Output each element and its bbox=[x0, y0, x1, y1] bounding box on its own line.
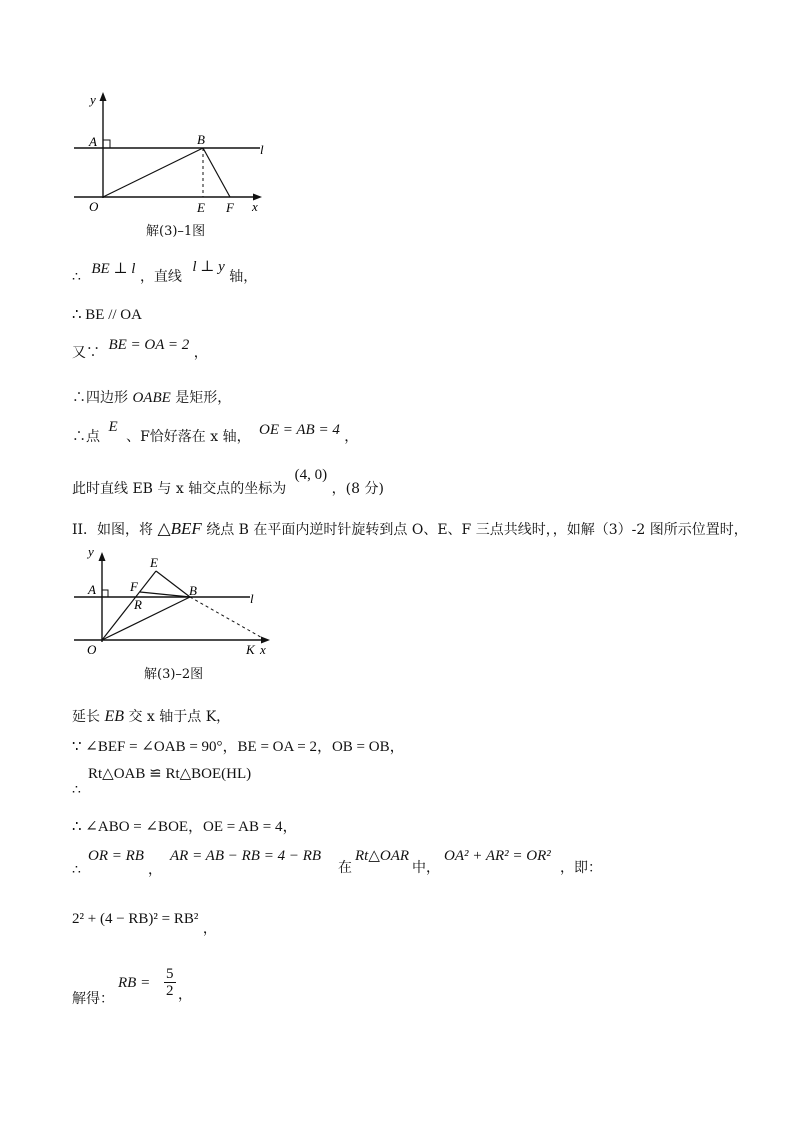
math-triangle-bef: △BEF bbox=[157, 519, 202, 538]
right-angle-mark bbox=[103, 140, 110, 148]
line-extend-eb bbox=[72, 708, 230, 726]
text-score: ，(8 分) bbox=[331, 481, 384, 497]
math-l-perp-y: l ⊥ y bbox=[192, 259, 225, 275]
segment-OB bbox=[102, 597, 190, 640]
math-be-perp-l: BE ⊥ l bbox=[91, 261, 136, 277]
text-point: ∴点 bbox=[72, 429, 100, 445]
math-oabe: OABE bbox=[132, 390, 171, 406]
label-A: A bbox=[89, 134, 97, 149]
text-part-2: II．如图，将 bbox=[72, 522, 154, 538]
label-B: B bbox=[197, 132, 205, 147]
math-congruent: Rt△OAB ≌ Rt△BOE(HL) bbox=[88, 766, 252, 782]
label-F: F bbox=[130, 579, 138, 594]
label-O: O bbox=[87, 642, 97, 657]
text-comma: ， bbox=[148, 862, 162, 878]
label-R: R bbox=[134, 597, 142, 612]
math-oa-ar-or: OA² + AR² = OR² bbox=[444, 848, 551, 864]
fraction-denominator: 2 bbox=[166, 983, 174, 999]
label-O: O bbox=[89, 199, 99, 214]
line-5 bbox=[72, 419, 359, 446]
text-intersection: 此时直线 EB 与 x 轴交点的坐标为 bbox=[72, 481, 287, 497]
right-angle-mark bbox=[102, 590, 108, 597]
label-x: x bbox=[252, 199, 258, 214]
text-is-rectangle: 是矩形， bbox=[175, 390, 232, 406]
therefore-symbol: ∴ bbox=[72, 782, 81, 798]
math-ar-expr: AR = AB − RB = 4 − RB bbox=[170, 848, 322, 864]
segment-BF bbox=[203, 148, 230, 197]
math-be-oa-2: BE = OA = 2 bbox=[108, 337, 190, 353]
math-be-parallel-oa: ∴ BE // OA bbox=[72, 307, 142, 323]
text-rotation: 绕点 B 在平面内逆时针旋转到点 O、E、F 三点共线时，，如解（3）-2 图所示位置时， bbox=[206, 522, 748, 538]
line-equation bbox=[72, 910, 217, 937]
label-K: K bbox=[246, 642, 255, 657]
line-abo-boe bbox=[72, 818, 297, 836]
label-E: E bbox=[197, 200, 205, 215]
text-intersect-k: 交 x 轴于点 K， bbox=[128, 709, 231, 725]
line-6 bbox=[72, 467, 384, 498]
segment-FB bbox=[140, 592, 190, 597]
line-pythagoras bbox=[72, 845, 772, 881]
text-comma: ， bbox=[193, 345, 208, 361]
math-angles-equal: ∵ ∠BEF = ∠OAB = 90°，BE = OA = 2，OB = OB， bbox=[72, 739, 405, 755]
figure-1 bbox=[60, 88, 280, 223]
text-solve: 解得： bbox=[72, 991, 114, 1007]
figure-1-caption: 解(3)–1图 bbox=[146, 224, 206, 239]
math-oe-ab-4: OE = AB = 4 bbox=[259, 422, 340, 438]
text-extend: 延长 bbox=[72, 709, 100, 725]
text-comma-line: ，直线 bbox=[139, 269, 182, 285]
text-comma: ， bbox=[178, 987, 192, 1003]
math-abo-boe: ∴ ∠ABO = ∠BOE，OE = AB = 4， bbox=[72, 819, 298, 835]
therefore-symbol: ∴ bbox=[72, 269, 81, 285]
text-ji: ，即： bbox=[560, 860, 602, 876]
therefore-symbol: ∴ bbox=[72, 862, 81, 878]
math-E: E bbox=[108, 419, 118, 435]
label-B: B bbox=[189, 583, 197, 598]
label-F: F bbox=[226, 200, 234, 215]
text-comma: ， bbox=[344, 429, 359, 445]
fraction-5-over-2 bbox=[164, 966, 176, 999]
label-y: y bbox=[90, 92, 96, 107]
text-zhong: 中， bbox=[412, 860, 440, 876]
text-f-on-axis: 、F恰好落在 x 轴， bbox=[126, 429, 251, 445]
figure-2-caption: 解(3)–2图 bbox=[144, 667, 204, 682]
text-you: 又∵ bbox=[72, 345, 100, 361]
label-A: A bbox=[88, 582, 96, 597]
label-y: y bbox=[88, 544, 94, 559]
segment-OE bbox=[102, 571, 156, 640]
label-E: E bbox=[150, 555, 158, 570]
label-l: l bbox=[260, 142, 264, 157]
segment-EB bbox=[156, 571, 190, 597]
part-2-intro bbox=[72, 520, 748, 539]
line-1 bbox=[72, 259, 258, 286]
line-3 bbox=[72, 337, 208, 362]
segment-OB bbox=[103, 148, 203, 197]
label-x: x bbox=[260, 642, 266, 657]
line-angles-equal bbox=[72, 738, 405, 756]
line-2 bbox=[72, 306, 142, 324]
label-l: l bbox=[250, 591, 254, 606]
math-rt-oar: Rt△OAR bbox=[355, 848, 410, 864]
fraction-numerator: 5 bbox=[166, 966, 174, 982]
text-quadrilateral: ∴四边形 bbox=[72, 390, 128, 406]
math-or-rb: OR = RB bbox=[88, 848, 144, 864]
line-4 bbox=[72, 389, 231, 407]
text-zai: 在 bbox=[338, 860, 352, 876]
text-axis: 轴， bbox=[229, 269, 258, 285]
math-rb-equals: RB = bbox=[118, 975, 151, 991]
segment-BK-dashed bbox=[190, 597, 266, 640]
math-equation: 2² + (4 − RB)² = RB² bbox=[72, 911, 199, 927]
math-eb: EB bbox=[104, 708, 124, 725]
math-coord-4-0: (4, 0) bbox=[294, 467, 328, 483]
text-comma: ， bbox=[202, 921, 217, 937]
figure-2 bbox=[60, 542, 285, 664]
